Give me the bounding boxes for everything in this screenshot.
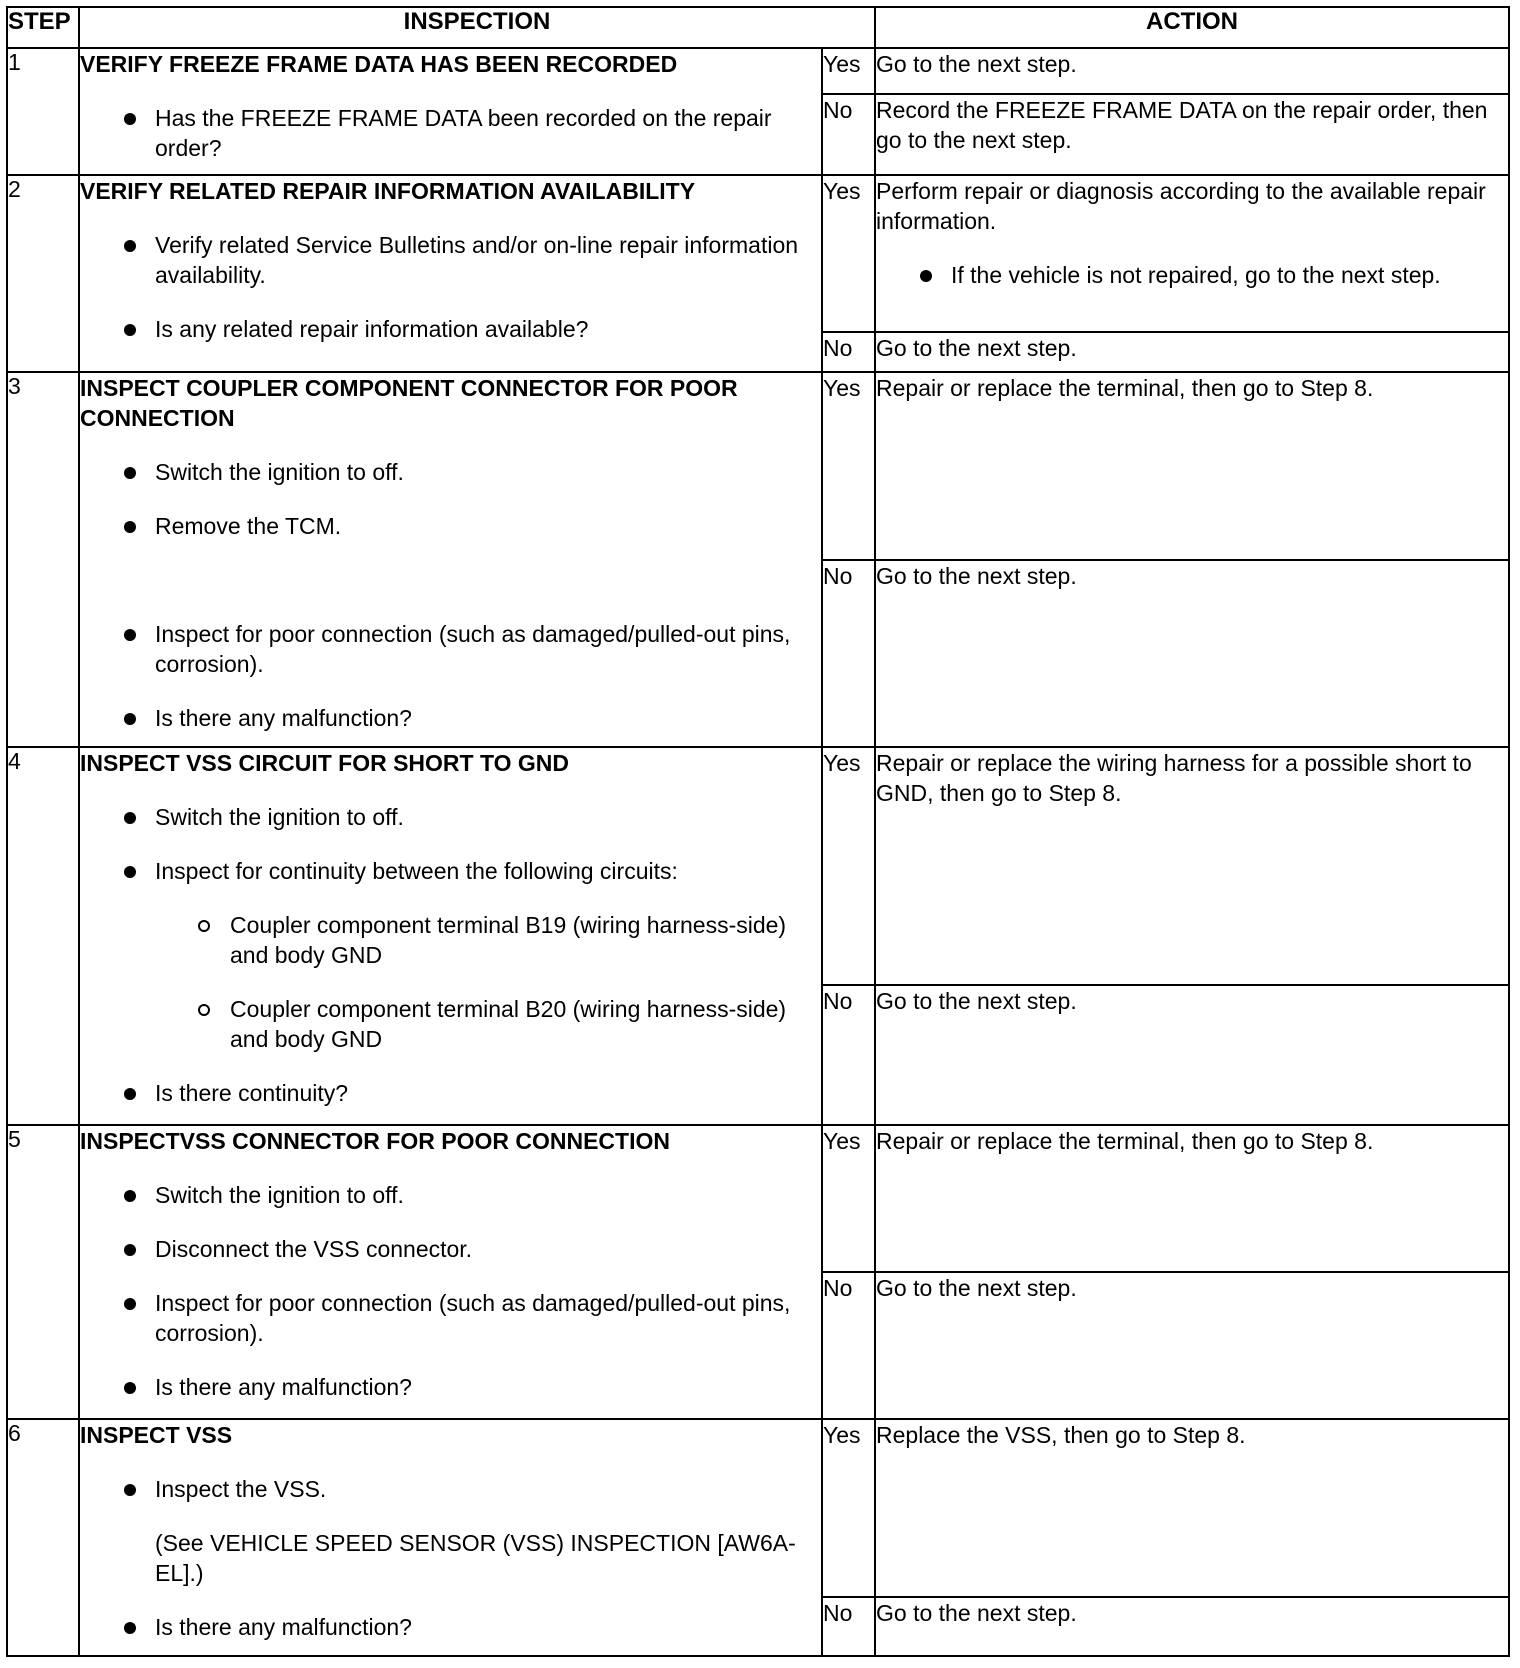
step-4-yes-row bbox=[7, 747, 1509, 984]
step-title: INSPECT VSS bbox=[80, 1421, 233, 1448]
bullet-item: Switch the ignition to off. bbox=[80, 457, 821, 487]
step-number: 6 bbox=[7, 1419, 79, 1656]
step-number: 4 bbox=[7, 747, 79, 1124]
yes-label: Yes bbox=[822, 1419, 875, 1597]
step-3-yes-row bbox=[7, 372, 1509, 560]
header-row bbox=[7, 7, 1509, 48]
bullet-item: Remove the TCM. bbox=[80, 511, 821, 541]
action-bullet: If the vehicle is not repaired, go to the next step. bbox=[876, 260, 1508, 290]
step-3-no-action: Go to the next step. bbox=[875, 560, 1509, 748]
yes-label: Yes bbox=[822, 48, 875, 95]
step-5-inspection bbox=[79, 1125, 822, 1419]
step-title: INSPECT COUPLER COMPONENT CONNECTOR FOR POOR CONNECTION bbox=[80, 375, 738, 432]
no-label: No bbox=[822, 1597, 875, 1656]
diagnostic-procedure-table bbox=[6, 6, 1510, 1657]
reference-note: (See VEHICLE SPEED SENSOR (VSS) INSPECTION [AW6A-EL].) bbox=[155, 1529, 796, 1586]
step-1-no-action: Record the FREEZE FRAME DATA on the repair order, then go to the next step. bbox=[875, 94, 1509, 175]
bullet-item: Disconnect the VSS connector. bbox=[80, 1234, 821, 1264]
bullet-item: Switch the ignition to off. bbox=[80, 1180, 821, 1210]
step-2-yes-action bbox=[875, 175, 1509, 331]
step-6-yes-row bbox=[7, 1419, 1509, 1597]
bullet-item: Is there any malfunction? bbox=[80, 1372, 821, 1402]
bullet-item: Inspect the VSS. bbox=[80, 1474, 821, 1504]
step-3-inspection bbox=[79, 372, 822, 747]
step-6-no-action: Go to the next step. bbox=[875, 1597, 1509, 1656]
no-label: No bbox=[822, 985, 875, 1125]
action-text: Perform repair or diagnosis according to the available repair information. bbox=[876, 178, 1486, 235]
step-2-inspection bbox=[79, 175, 822, 372]
no-label: No bbox=[822, 332, 875, 373]
bullet-item: Has the FREEZE FRAME DATA been recorded on the repair order? bbox=[80, 103, 821, 163]
step-5-yes-row bbox=[7, 1125, 1509, 1272]
yes-label: Yes bbox=[822, 747, 875, 984]
step-title: INSPECT VSS CIRCUIT FOR SHORT TO GND bbox=[80, 750, 569, 777]
bullet-item: Inspect for poor connection (such as damaged/pulled-out pins, corrosion). bbox=[80, 1288, 821, 1348]
sub-bullet-item: Coupler component terminal B19 (wiring harness-side) and body GND bbox=[80, 910, 821, 970]
step-5-no-action: Go to the next step. bbox=[875, 1272, 1509, 1419]
step-1-inspection bbox=[79, 48, 822, 176]
bullet-item: Inspect for poor connection (such as damaged/pulled-out pins, corrosion). bbox=[80, 619, 821, 679]
header-inspection: INSPECTION bbox=[79, 7, 875, 48]
bullet-item: Is there any malfunction? bbox=[80, 703, 821, 733]
step-6-yes-action: Replace the VSS, then go to Step 8. bbox=[875, 1419, 1509, 1597]
step-4-inspection bbox=[79, 747, 822, 1124]
step-number: 5 bbox=[7, 1125, 79, 1419]
bullet-item: Switch the ignition to off. bbox=[80, 802, 821, 832]
step-number: 3 bbox=[7, 372, 79, 747]
bullet-item: Is there continuity? bbox=[80, 1078, 821, 1108]
step-title: VERIFY RELATED REPAIR INFORMATION AVAILABILITY bbox=[80, 178, 696, 205]
bullet-item: Is there any malfunction? bbox=[80, 1612, 821, 1642]
step-6-inspection bbox=[79, 1419, 822, 1656]
no-label: No bbox=[822, 94, 875, 175]
step-1-yes-action: Go to the next step. bbox=[875, 48, 1509, 95]
no-label: No bbox=[822, 1272, 875, 1419]
step-number: 2 bbox=[7, 175, 79, 372]
step-3-yes-action: Repair or replace the terminal, then go to Step 8. bbox=[875, 372, 1509, 560]
yes-label: Yes bbox=[822, 372, 875, 560]
step-4-yes-action: Repair or replace the wiring harness for a possible short to GND, then go to Step 8. bbox=[875, 747, 1509, 984]
header-step: STEP bbox=[7, 7, 79, 48]
step-1-yes-row bbox=[7, 48, 1509, 95]
header-action: ACTION bbox=[875, 7, 1509, 48]
bullet-item: Inspect for continuity between the following circuits: bbox=[80, 856, 821, 886]
step-4-no-action: Go to the next step. bbox=[875, 985, 1509, 1125]
bullet-item: Verify related Service Bulletins and/or on-line repair information availability. bbox=[80, 230, 821, 290]
sub-bullet-item: Coupler component terminal B20 (wiring harness-side) and body GND bbox=[80, 994, 821, 1054]
step-title: VERIFY FREEZE FRAME DATA HAS BEEN RECORDED bbox=[80, 50, 678, 77]
yes-label: Yes bbox=[822, 1125, 875, 1272]
bullet-item: Is any related repair information available? bbox=[80, 314, 821, 344]
step-2-no-action: Go to the next step. bbox=[875, 332, 1509, 373]
step-title: INSPECTVSS CONNECTOR FOR POOR CONNECTION bbox=[80, 1127, 670, 1154]
step-5-yes-action: Repair or replace the terminal, then go to Step 8. bbox=[875, 1125, 1509, 1272]
step-number: 1 bbox=[7, 48, 79, 176]
no-label: No bbox=[822, 560, 875, 748]
step-2-yes-row bbox=[7, 175, 1509, 331]
yes-label: Yes bbox=[822, 175, 875, 331]
